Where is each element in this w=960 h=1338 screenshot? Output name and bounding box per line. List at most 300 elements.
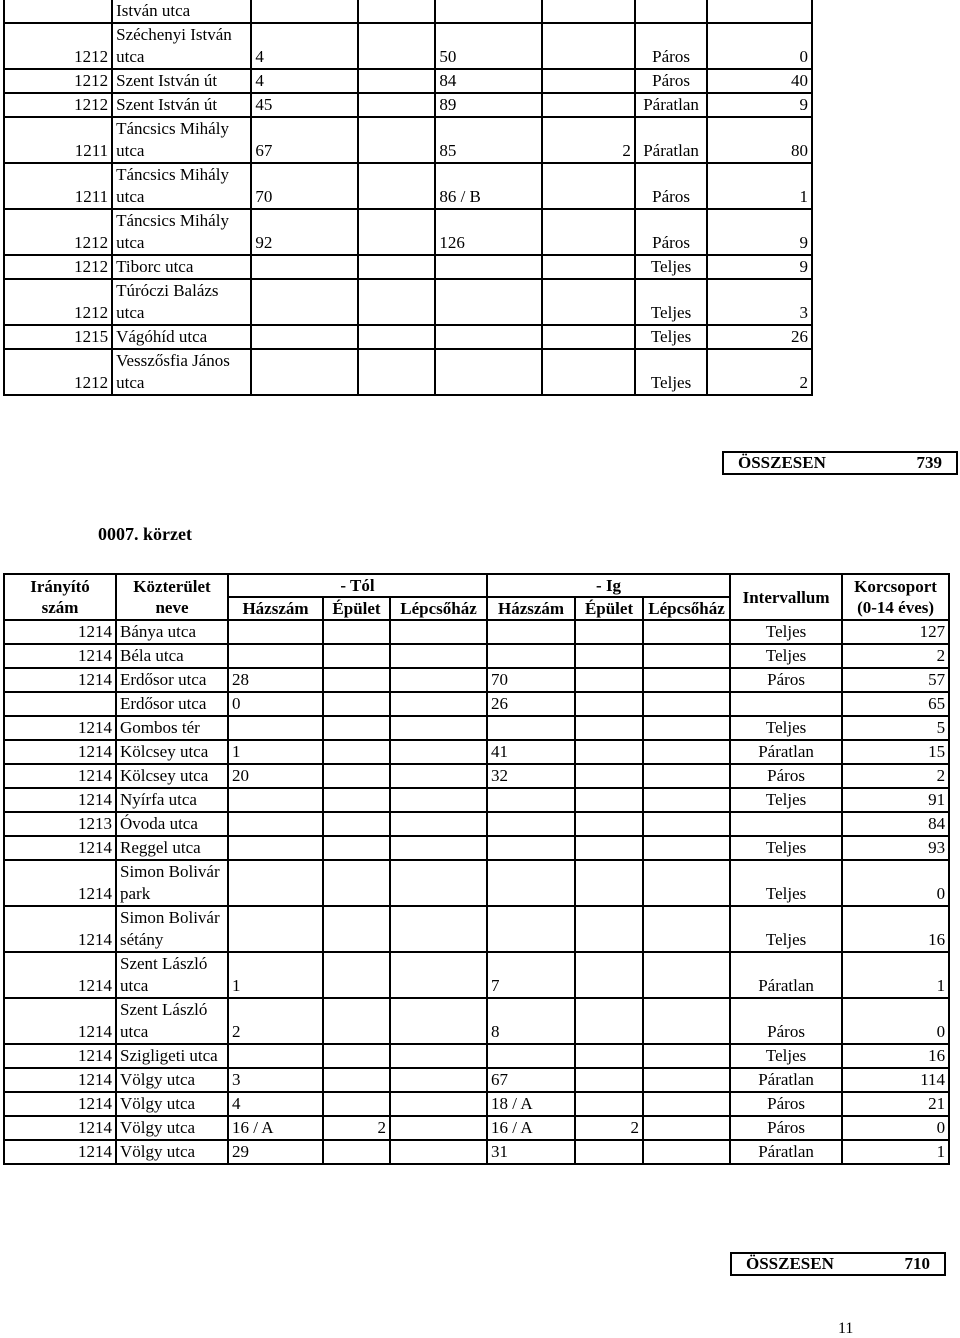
table-row — [4, 668, 949, 692]
to-stairwell-cell — [643, 1044, 730, 1068]
to-house-cell: 18 / A — [487, 1092, 575, 1116]
to-building-cell — [542, 279, 635, 325]
from-house-cell: 16 / A — [228, 1116, 323, 1140]
to-stairwell-cell — [643, 668, 730, 692]
from-stairwell-cell — [390, 1116, 487, 1140]
street-cell: Táncsics Mihály utca — [112, 163, 251, 209]
to-stairwell-cell — [643, 716, 730, 740]
to-building-cell — [575, 716, 643, 740]
table-row — [4, 952, 949, 998]
total-value: 739 — [916, 453, 942, 472]
from-building-cell — [323, 998, 390, 1044]
to-stairwell-cell — [643, 620, 730, 644]
table-row — [4, 255, 957, 279]
total-label: ÖSSZESEN — [738, 453, 826, 472]
to-house-cell — [435, 0, 542, 23]
from-building-cell — [358, 255, 435, 279]
to-stairwell-cell — [643, 1092, 730, 1116]
from-building-cell — [358, 23, 435, 69]
to-house-cell — [487, 788, 575, 812]
street-cell: Völgy utca — [116, 1068, 228, 1092]
district-heading: 0007. körzet — [98, 524, 192, 544]
from-stairwell-cell — [390, 836, 487, 860]
to-house-cell — [487, 620, 575, 644]
from-building-cell — [323, 1140, 390, 1164]
interval-cell: Teljes — [635, 325, 707, 349]
table-row — [4, 906, 949, 952]
address-table-district-0007 — [3, 573, 950, 1165]
to-house-cell: 7 — [487, 952, 575, 998]
from-stairwell-cell — [390, 1068, 487, 1092]
to-house-cell — [487, 906, 575, 952]
interval-cell: Páratlan — [635, 93, 707, 117]
from-building-cell — [323, 1092, 390, 1116]
table-row — [4, 0, 957, 23]
to-building-cell — [575, 740, 643, 764]
to-building-cell — [542, 325, 635, 349]
count-cell: 5 — [842, 716, 949, 740]
to-stairwell-cell — [643, 836, 730, 860]
to-building-cell: 2 — [542, 117, 635, 163]
interval-cell: Páros — [730, 1116, 842, 1140]
table-row — [4, 349, 957, 395]
table-row — [4, 788, 949, 812]
street-cell: Szent László utca — [116, 998, 228, 1044]
to-house-cell — [435, 279, 542, 325]
to-stairwell-cell — [643, 906, 730, 952]
to-stairwell-cell — [643, 1140, 730, 1164]
count-cell: 9 — [707, 209, 812, 255]
to-house-cell: 89 — [435, 93, 542, 117]
table-row — [4, 812, 949, 836]
to-house-cell: 86 / B — [435, 163, 542, 209]
street-cell: Tiborc utca — [112, 255, 251, 279]
to-building-cell — [542, 23, 635, 69]
to-stairwell-cell — [643, 692, 730, 716]
to-building-cell — [542, 0, 635, 23]
zip-cell: 1212 — [4, 23, 112, 69]
to-building-cell: 2 — [575, 1116, 643, 1140]
to-house-cell: 26 — [487, 692, 575, 716]
street-cell: Vesszősfia János utca — [112, 349, 251, 395]
from-building-cell — [323, 1044, 390, 1068]
count-cell: 0 — [842, 860, 949, 906]
from-house-cell: 1 — [228, 952, 323, 998]
zip-cell: 1212 — [4, 349, 112, 395]
street-cell: Széchenyi István utca — [112, 23, 251, 69]
to-house-cell — [487, 836, 575, 860]
table-row — [4, 644, 949, 668]
to-stairwell-cell — [643, 644, 730, 668]
from-building-cell: 2 — [323, 1116, 390, 1140]
from-house-cell: 4 — [228, 1092, 323, 1116]
table-row — [4, 279, 957, 325]
to-house-cell — [435, 325, 542, 349]
interval-cell: Páratlan — [730, 952, 842, 998]
zip-cell: 1214 — [4, 836, 116, 860]
to-building-cell — [575, 620, 643, 644]
to-building-cell — [575, 788, 643, 812]
interval-cell: Páros — [730, 764, 842, 788]
count-cell: 2 — [707, 349, 812, 395]
zip-cell: 1214 — [4, 860, 116, 906]
from-stairwell-cell — [390, 998, 487, 1044]
zip-cell: 1211 — [4, 117, 112, 163]
from-stairwell-cell — [390, 812, 487, 836]
from-house-cell: 28 — [228, 668, 323, 692]
street-cell: Szigligeti utca — [116, 1044, 228, 1068]
from-house-cell: 4 — [251, 69, 358, 93]
to-house-cell — [487, 716, 575, 740]
interval-cell: Páros — [635, 163, 707, 209]
from-stairwell-cell — [390, 860, 487, 906]
from-house-cell: 20 — [228, 764, 323, 788]
to-house-cell: 126 — [435, 209, 542, 255]
table-row — [4, 1068, 949, 1092]
total-box — [730, 1252, 946, 1276]
to-stairwell-cell — [643, 952, 730, 998]
street-cell: Táncsics Mihály utca — [112, 117, 251, 163]
zip-cell: 1214 — [4, 716, 116, 740]
street-cell: Szent László utca — [116, 952, 228, 998]
zip-cell — [4, 692, 116, 716]
table-row — [4, 117, 957, 163]
table-row — [4, 93, 957, 117]
from-house-cell: 92 — [251, 209, 358, 255]
interval-cell: Páros — [635, 209, 707, 255]
from-building-cell — [358, 93, 435, 117]
zip-cell: 1214 — [4, 1140, 116, 1164]
table-row — [4, 692, 949, 716]
interval-cell: Teljes — [730, 860, 842, 906]
header-interval: Intervallum — [730, 574, 842, 620]
table-row — [4, 163, 957, 209]
zip-cell: 1212 — [4, 69, 112, 93]
table-row — [4, 1092, 949, 1116]
to-building-cell — [575, 1068, 643, 1092]
to-house-cell — [487, 812, 575, 836]
count-cell: 16 — [842, 906, 949, 952]
interval-cell: Teljes — [730, 836, 842, 860]
interval-cell: Teljes — [730, 906, 842, 952]
zip-cell: 1214 — [4, 1092, 116, 1116]
from-stairwell-cell — [390, 716, 487, 740]
street-cell: Völgy utca — [116, 1140, 228, 1164]
to-stairwell-cell — [643, 1068, 730, 1092]
from-building-cell — [358, 209, 435, 255]
interval-cell — [730, 812, 842, 836]
from-building-cell — [323, 716, 390, 740]
to-building-cell — [575, 836, 643, 860]
from-building-cell — [323, 1068, 390, 1092]
interval-cell: Teljes — [730, 620, 842, 644]
from-house-cell: 2 — [228, 998, 323, 1044]
from-stairwell-cell — [390, 692, 487, 716]
interval-cell: Teljes — [635, 349, 707, 395]
from-house-cell — [228, 812, 323, 836]
from-stairwell-cell — [390, 740, 487, 764]
zip-cell: 1214 — [4, 740, 116, 764]
to-house-cell: 50 — [435, 23, 542, 69]
to-building-cell — [575, 860, 643, 906]
zip-cell: 1214 — [4, 1044, 116, 1068]
from-building-cell — [323, 620, 390, 644]
count-cell: 26 — [707, 325, 812, 349]
from-stairwell-cell — [390, 906, 487, 952]
zip-cell: 1214 — [4, 620, 116, 644]
from-house-cell — [251, 325, 358, 349]
interval-cell — [635, 0, 707, 23]
zip-cell: 1212 — [4, 279, 112, 325]
zip-cell: 1214 — [4, 952, 116, 998]
to-house-cell — [487, 860, 575, 906]
to-house-cell — [487, 644, 575, 668]
from-house-cell: 0 — [228, 692, 323, 716]
from-house-cell: 70 — [251, 163, 358, 209]
to-house-cell: 70 — [487, 668, 575, 692]
to-building-cell — [542, 349, 635, 395]
page-number: 11 — [838, 1320, 854, 1337]
table-row — [4, 620, 949, 644]
header-age-group: Korcsoport (0-14 éves) — [842, 574, 949, 620]
table-row — [4, 860, 949, 906]
from-house-cell — [228, 860, 323, 906]
to-stairwell-cell — [643, 788, 730, 812]
zip-cell: 1214 — [4, 644, 116, 668]
count-cell: 65 — [842, 692, 949, 716]
from-building-cell — [323, 740, 390, 764]
to-stairwell-cell — [643, 740, 730, 764]
address-table-previous-district — [3, 0, 958, 396]
table-row — [4, 716, 949, 740]
zip-cell: 1212 — [4, 255, 112, 279]
to-house-cell: 8 — [487, 998, 575, 1044]
zip-cell: 1215 — [4, 325, 112, 349]
to-house-cell — [435, 255, 542, 279]
to-building-cell — [542, 69, 635, 93]
from-house-cell — [228, 620, 323, 644]
to-building-cell — [575, 668, 643, 692]
to-stairwell-cell — [643, 764, 730, 788]
to-building-cell — [542, 209, 635, 255]
to-building-cell — [575, 1140, 643, 1164]
from-building-cell — [323, 860, 390, 906]
header-from: - Tól — [228, 574, 487, 597]
to-building-cell — [575, 644, 643, 668]
count-cell: 80 — [707, 117, 812, 163]
header-to-stairwell: Lépcsőház — [643, 597, 730, 620]
from-house-cell — [228, 906, 323, 952]
count-cell: 0 — [707, 23, 812, 69]
header-street: Közterület neve — [116, 574, 228, 620]
from-building-cell — [358, 117, 435, 163]
zip-cell: 1213 — [4, 812, 116, 836]
from-building-cell — [323, 836, 390, 860]
to-house-cell: 31 — [487, 1140, 575, 1164]
zip-cell: 1214 — [4, 788, 116, 812]
table-row — [4, 1116, 949, 1140]
from-house-cell — [228, 788, 323, 812]
to-house-cell: 41 — [487, 740, 575, 764]
table-row — [4, 23, 957, 69]
interval-cell: Teljes — [635, 255, 707, 279]
from-house-cell: 3 — [228, 1068, 323, 1092]
from-house-cell: 45 — [251, 93, 358, 117]
street-cell: Simon Bolivár sétány — [116, 906, 228, 952]
from-building-cell — [358, 325, 435, 349]
count-cell: 93 — [842, 836, 949, 860]
zip-cell — [4, 0, 112, 23]
interval-cell: Teljes — [635, 279, 707, 325]
street-cell: Kölcsey utca — [116, 764, 228, 788]
street-cell: Túróczi Balázs utca — [112, 279, 251, 325]
table-row — [4, 325, 957, 349]
count-cell: 21 — [842, 1092, 949, 1116]
table-row — [4, 1140, 949, 1164]
interval-cell: Páratlan — [730, 1068, 842, 1092]
street-cell: Óvoda utca — [116, 812, 228, 836]
from-stairwell-cell — [390, 1140, 487, 1164]
street-cell: Béla utca — [116, 644, 228, 668]
zip-cell: 1214 — [4, 668, 116, 692]
street-cell: Kölcsey utca — [116, 740, 228, 764]
to-building-cell — [575, 764, 643, 788]
from-building-cell — [358, 349, 435, 395]
street-cell: Szent István út — [112, 69, 251, 93]
from-house-cell — [228, 644, 323, 668]
street-cell: Reggel utca — [116, 836, 228, 860]
zip-cell: 1214 — [4, 906, 116, 952]
to-house-cell — [435, 349, 542, 395]
from-building-cell — [358, 279, 435, 325]
count-cell: 1 — [842, 952, 949, 998]
count-cell: 15 — [842, 740, 949, 764]
street-cell: Bánya utca — [116, 620, 228, 644]
header-zip: Irányító szám — [4, 574, 116, 620]
from-building-cell — [323, 692, 390, 716]
table-row — [4, 69, 957, 93]
interval-cell: Páratlan — [730, 740, 842, 764]
zip-cell: 1214 — [4, 998, 116, 1044]
from-building-cell — [358, 0, 435, 23]
to-house-cell: 67 — [487, 1068, 575, 1092]
interval-cell: Páros — [730, 1092, 842, 1116]
from-house-cell — [251, 255, 358, 279]
header-to: - Ig — [487, 574, 730, 597]
to-stairwell-cell — [643, 812, 730, 836]
interval-cell: Teljes — [730, 788, 842, 812]
from-stairwell-cell — [390, 668, 487, 692]
from-house-cell — [228, 1044, 323, 1068]
from-house-cell: 67 — [251, 117, 358, 163]
street-cell: Gombos tér — [116, 716, 228, 740]
interval-cell: Páratlan — [635, 117, 707, 163]
header-to-building: Épület — [575, 597, 643, 620]
to-stairwell-cell — [643, 860, 730, 906]
table-row — [4, 998, 949, 1044]
count-cell: 1 — [707, 163, 812, 209]
interval-cell: Teljes — [730, 716, 842, 740]
interval-cell — [730, 692, 842, 716]
table-row — [4, 1044, 949, 1068]
count-cell: 2 — [842, 764, 949, 788]
count-cell: 0 — [842, 1116, 949, 1140]
count-cell — [707, 0, 812, 23]
count-cell: 57 — [842, 668, 949, 692]
from-building-cell — [323, 906, 390, 952]
from-house-cell — [251, 349, 358, 395]
from-stairwell-cell — [390, 1044, 487, 1068]
count-cell: 1 — [842, 1140, 949, 1164]
from-stairwell-cell — [390, 644, 487, 668]
interval-cell: Páratlan — [730, 1140, 842, 1164]
from-building-cell — [358, 69, 435, 93]
zip-cell: 1212 — [4, 93, 112, 117]
from-house-cell — [228, 716, 323, 740]
header-from-house: Házszám — [228, 597, 323, 620]
from-building-cell — [323, 668, 390, 692]
interval-cell: Páros — [635, 69, 707, 93]
from-stairwell-cell — [390, 1092, 487, 1116]
from-building-cell — [323, 788, 390, 812]
interval-cell: Páros — [730, 668, 842, 692]
from-stairwell-cell — [390, 620, 487, 644]
interval-cell: Páros — [635, 23, 707, 69]
street-cell: Völgy utca — [116, 1116, 228, 1140]
interval-cell: Páros — [730, 998, 842, 1044]
from-house-cell: 1 — [228, 740, 323, 764]
street-cell: Erdősor utca — [116, 692, 228, 716]
to-building-cell — [542, 163, 635, 209]
table-row — [4, 209, 957, 255]
header-from-building: Épület — [323, 597, 390, 620]
zip-cell: 1211 — [4, 163, 112, 209]
from-building-cell — [323, 644, 390, 668]
street-cell: Nyírfa utca — [116, 788, 228, 812]
from-house-cell: 29 — [228, 1140, 323, 1164]
street-cell: Erdősor utca — [116, 668, 228, 692]
to-building-cell — [575, 812, 643, 836]
to-stairwell-cell — [643, 1116, 730, 1140]
from-house-cell — [251, 279, 358, 325]
street-cell: Völgy utca — [116, 1092, 228, 1116]
count-cell: 2 — [842, 644, 949, 668]
street-cell: Táncsics Mihály utca — [112, 209, 251, 255]
interval-cell: Teljes — [730, 1044, 842, 1068]
zip-cell: 1212 — [4, 209, 112, 255]
to-building-cell — [575, 998, 643, 1044]
total-box — [722, 451, 958, 475]
zip-cell: 1214 — [4, 1068, 116, 1092]
count-cell: 3 — [707, 279, 812, 325]
count-cell: 16 — [842, 1044, 949, 1068]
interval-cell: Teljes — [730, 644, 842, 668]
to-house-cell: 32 — [487, 764, 575, 788]
from-building-cell — [358, 163, 435, 209]
to-house-cell: 85 — [435, 117, 542, 163]
street-cell: Szent István út — [112, 93, 251, 117]
to-building-cell — [575, 1044, 643, 1068]
from-stairwell-cell — [390, 952, 487, 998]
to-building-cell — [575, 952, 643, 998]
zip-cell: 1214 — [4, 1116, 116, 1140]
total-value: 710 — [904, 1254, 930, 1273]
zip-cell: 1214 — [4, 764, 116, 788]
street-cell: Simon Bolivár park — [116, 860, 228, 906]
count-cell: 9 — [707, 93, 812, 117]
count-cell: 84 — [842, 812, 949, 836]
to-house-cell: 16 / A — [487, 1116, 575, 1140]
